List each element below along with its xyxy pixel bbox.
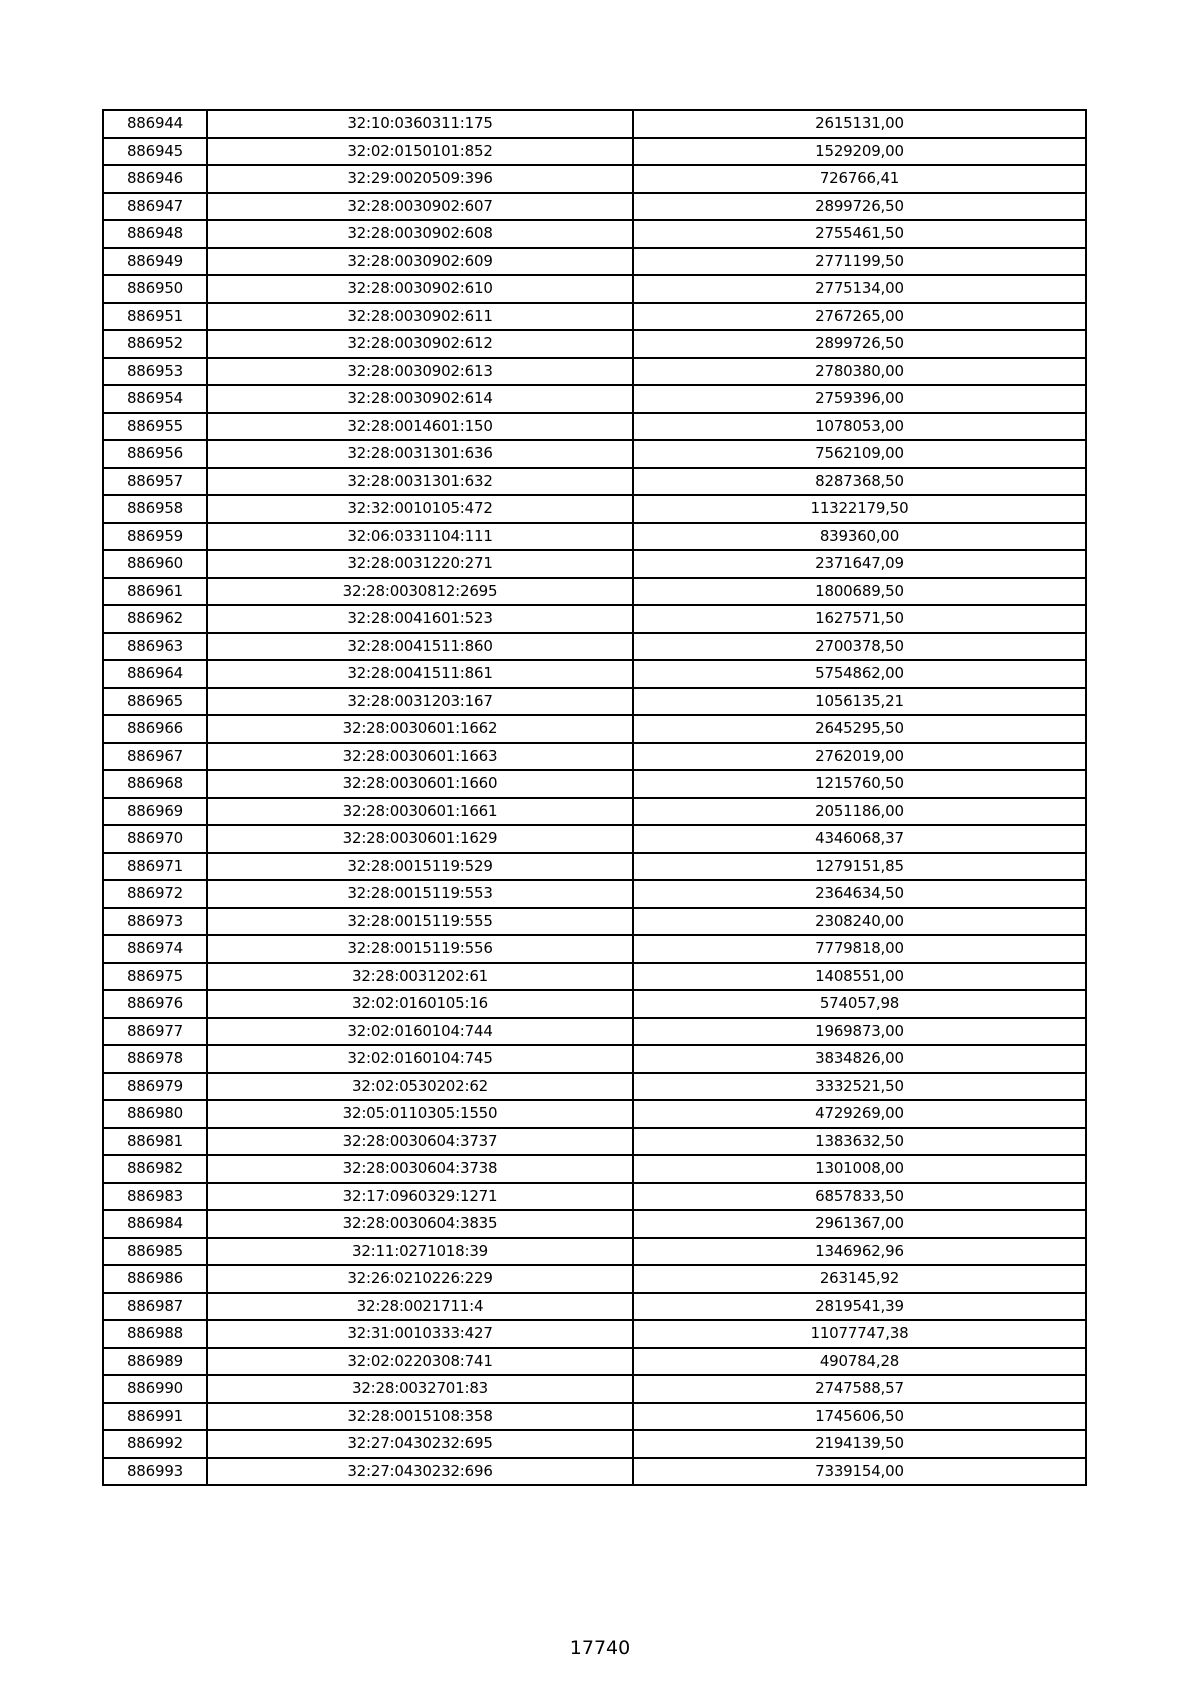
value-cell: 2759396,00 (633, 385, 1086, 413)
table-row (103, 660, 1086, 688)
cadastral-number-cell: 32:28:0030601:1629 (207, 825, 633, 853)
table-row (103, 1128, 1086, 1156)
table-row (103, 880, 1086, 908)
value-cell: 2771199,50 (633, 248, 1086, 276)
row-number-cell: 886961 (103, 578, 207, 606)
row-number-cell: 886983 (103, 1183, 207, 1211)
row-number-cell: 886975 (103, 963, 207, 991)
value-cell: 2780380,00 (633, 358, 1086, 386)
value-cell: 4729269,00 (633, 1100, 1086, 1128)
table-row (103, 715, 1086, 743)
table-row (103, 220, 1086, 248)
cadastral-number-cell: 32:28:0030902:607 (207, 193, 633, 221)
row-number-cell: 886971 (103, 853, 207, 881)
value-cell: 2364634,50 (633, 880, 1086, 908)
cadastral-number-cell: 32:26:0210226:229 (207, 1265, 633, 1293)
row-number-cell: 886966 (103, 715, 207, 743)
table-row (103, 1073, 1086, 1101)
value-cell: 7562109,00 (633, 440, 1086, 468)
value-cell: 7779818,00 (633, 935, 1086, 963)
table-row (103, 303, 1086, 331)
row-number-cell: 886989 (103, 1348, 207, 1376)
cadastral-number-cell: 32:05:0110305:1550 (207, 1100, 633, 1128)
value-cell: 2308240,00 (633, 908, 1086, 936)
row-number-cell: 886946 (103, 165, 207, 193)
table-row (103, 1430, 1086, 1458)
row-number-cell: 886952 (103, 330, 207, 358)
cadastral-number-cell: 32:17:0960329:1271 (207, 1183, 633, 1211)
value-cell: 4346068,37 (633, 825, 1086, 853)
cadastral-number-cell: 32:28:0015119:555 (207, 908, 633, 936)
row-number-cell: 886992 (103, 1430, 207, 1458)
value-cell: 2051186,00 (633, 798, 1086, 826)
table-row (103, 523, 1086, 551)
table-row (103, 578, 1086, 606)
row-number-cell: 886947 (103, 193, 207, 221)
value-cell: 11077747,38 (633, 1320, 1086, 1348)
table-row (103, 550, 1086, 578)
row-number-cell: 886969 (103, 798, 207, 826)
cadastral-number-cell: 32:31:0010333:427 (207, 1320, 633, 1348)
cadastral-number-cell: 32:28:0030902:611 (207, 303, 633, 331)
value-cell: 839360,00 (633, 523, 1086, 551)
value-cell: 1745606,50 (633, 1403, 1086, 1431)
table-row (103, 358, 1086, 386)
value-cell: 11322179,50 (633, 495, 1086, 523)
row-number-cell: 886944 (103, 110, 207, 138)
row-number-cell: 886974 (103, 935, 207, 963)
row-number-cell: 886986 (103, 1265, 207, 1293)
cadastral-number-cell: 32:28:0031203:167 (207, 688, 633, 716)
table-row (103, 1458, 1086, 1486)
table-row (103, 935, 1086, 963)
table-body (103, 110, 1086, 1485)
table-row (103, 413, 1086, 441)
value-cell: 3332521,50 (633, 1073, 1086, 1101)
table-row (103, 633, 1086, 661)
row-number-cell: 886979 (103, 1073, 207, 1101)
cadastral-number-cell: 32:28:0030902:609 (207, 248, 633, 276)
cadastral-number-cell: 32:02:0150101:852 (207, 138, 633, 166)
cadastral-number-cell: 32:28:0030604:3835 (207, 1210, 633, 1238)
cadastral-number-cell: 32:02:0160105:16 (207, 990, 633, 1018)
row-number-cell: 886956 (103, 440, 207, 468)
cadastral-number-cell: 32:28:0015119:556 (207, 935, 633, 963)
table-row (103, 990, 1086, 1018)
row-number-cell: 886948 (103, 220, 207, 248)
value-cell: 2762019,00 (633, 743, 1086, 771)
row-number-cell: 886978 (103, 1045, 207, 1073)
row-number-cell: 886953 (103, 358, 207, 386)
value-cell: 490784,28 (633, 1348, 1086, 1376)
value-cell: 1279151,85 (633, 853, 1086, 881)
row-number-cell: 886988 (103, 1320, 207, 1348)
cadastral-number-cell: 32:11:0271018:39 (207, 1238, 633, 1266)
value-cell: 1969873,00 (633, 1018, 1086, 1046)
table-row (103, 1183, 1086, 1211)
cadastral-number-cell: 32:02:0220308:741 (207, 1348, 633, 1376)
table-row (103, 495, 1086, 523)
row-number-cell: 886950 (103, 275, 207, 303)
table-row (103, 1320, 1086, 1348)
row-number-cell: 886958 (103, 495, 207, 523)
table-row (103, 1155, 1086, 1183)
table-row (103, 605, 1086, 633)
value-cell: 2819541,39 (633, 1293, 1086, 1321)
table-row (103, 1100, 1086, 1128)
value-cell: 1301008,00 (633, 1155, 1086, 1183)
value-cell: 2755461,50 (633, 220, 1086, 248)
cadastral-number-cell: 32:28:0030902:608 (207, 220, 633, 248)
cadastral-number-cell: 32:28:0030601:1660 (207, 770, 633, 798)
row-number-cell: 886980 (103, 1100, 207, 1128)
cadastral-number-cell: 32:28:0030601:1662 (207, 715, 633, 743)
cadastral-number-cell: 32:02:0160104:744 (207, 1018, 633, 1046)
value-cell: 2645295,50 (633, 715, 1086, 743)
cadastral-number-cell: 32:02:0530202:62 (207, 1073, 633, 1101)
cadastral-number-cell: 32:28:0015108:358 (207, 1403, 633, 1431)
cadastral-number-cell: 32:28:0031301:636 (207, 440, 633, 468)
cadastral-number-cell: 32:28:0031220:271 (207, 550, 633, 578)
value-cell: 1383632,50 (633, 1128, 1086, 1156)
row-number-cell: 886977 (103, 1018, 207, 1046)
row-number-cell: 886963 (103, 633, 207, 661)
cadastral-number-cell: 32:28:0015119:553 (207, 880, 633, 908)
value-cell: 2747588,57 (633, 1375, 1086, 1403)
table-row (103, 963, 1086, 991)
table-row (103, 193, 1086, 221)
value-cell: 574057,98 (633, 990, 1086, 1018)
row-number-cell: 886970 (103, 825, 207, 853)
row-number-cell: 886957 (103, 468, 207, 496)
value-cell: 5754862,00 (633, 660, 1086, 688)
row-number-cell: 886991 (103, 1403, 207, 1431)
table-row (103, 138, 1086, 166)
cadastral-number-cell: 32:28:0041601:523 (207, 605, 633, 633)
value-cell: 1408551,00 (633, 963, 1086, 991)
value-cell: 2615131,00 (633, 110, 1086, 138)
value-cell: 263145,92 (633, 1265, 1086, 1293)
row-number-cell: 886949 (103, 248, 207, 276)
table-row (103, 1018, 1086, 1046)
table-row (103, 1348, 1086, 1376)
cadastral-number-cell: 32:28:0041511:861 (207, 660, 633, 688)
cadastral-value-table (102, 109, 1087, 1486)
table-row (103, 908, 1086, 936)
cadastral-number-cell: 32:28:0041511:860 (207, 633, 633, 661)
cadastral-number-cell: 32:02:0160104:745 (207, 1045, 633, 1073)
table-row (103, 330, 1086, 358)
value-cell: 2961367,00 (633, 1210, 1086, 1238)
value-cell: 3834826,00 (633, 1045, 1086, 1073)
row-number-cell: 886959 (103, 523, 207, 551)
row-number-cell: 886955 (103, 413, 207, 441)
value-cell: 1078053,00 (633, 413, 1086, 441)
value-cell: 6857833,50 (633, 1183, 1086, 1211)
table-row (103, 1045, 1086, 1073)
table-row (103, 110, 1086, 138)
value-cell: 1056135,21 (633, 688, 1086, 716)
cadastral-number-cell: 32:28:0030604:3737 (207, 1128, 633, 1156)
cadastral-number-cell: 32:32:0010105:472 (207, 495, 633, 523)
row-number-cell: 886981 (103, 1128, 207, 1156)
cadastral-number-cell: 32:28:0031301:632 (207, 468, 633, 496)
row-number-cell: 886965 (103, 688, 207, 716)
cadastral-number-cell: 32:28:0030902:610 (207, 275, 633, 303)
row-number-cell: 886984 (103, 1210, 207, 1238)
table-row (103, 248, 1086, 276)
cadastral-number-cell: 32:28:0021711:4 (207, 1293, 633, 1321)
table-row (103, 1403, 1086, 1431)
row-number-cell: 886964 (103, 660, 207, 688)
table-row (103, 770, 1086, 798)
cadastral-number-cell: 32:28:0030902:614 (207, 385, 633, 413)
value-cell: 2775134,00 (633, 275, 1086, 303)
table-row (103, 1375, 1086, 1403)
row-number-cell: 886968 (103, 770, 207, 798)
cadastral-number-cell: 32:28:0015119:529 (207, 853, 633, 881)
cadastral-number-cell: 32:28:0030902:612 (207, 330, 633, 358)
table-row (103, 468, 1086, 496)
cadastral-number-cell: 32:28:0030812:2695 (207, 578, 633, 606)
row-number-cell: 886967 (103, 743, 207, 771)
cadastral-number-cell: 32:28:0030601:1663 (207, 743, 633, 771)
cadastral-number-cell: 32:28:0031202:61 (207, 963, 633, 991)
table-row (103, 825, 1086, 853)
table-row (103, 1238, 1086, 1266)
table-row (103, 688, 1086, 716)
value-cell: 2194139,50 (633, 1430, 1086, 1458)
cadastral-number-cell: 32:10:0360311:175 (207, 110, 633, 138)
row-number-cell: 886976 (103, 990, 207, 1018)
value-cell: 1215760,50 (633, 770, 1086, 798)
cadastral-number-cell: 32:28:0032701:83 (207, 1375, 633, 1403)
table-row (103, 1293, 1086, 1321)
value-cell: 2899726,50 (633, 193, 1086, 221)
cadastral-number-cell: 32:29:0020509:396 (207, 165, 633, 193)
cadastral-number-cell: 32:28:0030604:3738 (207, 1155, 633, 1183)
cadastral-number-cell: 32:28:0014601:150 (207, 413, 633, 441)
value-cell: 1346962,96 (633, 1238, 1086, 1266)
value-cell: 2767265,00 (633, 303, 1086, 331)
value-cell: 8287368,50 (633, 468, 1086, 496)
table-row (103, 275, 1086, 303)
page-number: 17740 (569, 1637, 631, 1659)
cadastral-number-cell: 32:27:0430232:695 (207, 1430, 633, 1458)
table-row (103, 798, 1086, 826)
table-row (103, 440, 1086, 468)
table-row (103, 853, 1086, 881)
table-row (103, 1265, 1086, 1293)
cadastral-number-cell: 32:27:0430232:696 (207, 1458, 633, 1486)
table-row (103, 385, 1086, 413)
row-number-cell: 886962 (103, 605, 207, 633)
row-number-cell: 886945 (103, 138, 207, 166)
value-cell: 1627571,50 (633, 605, 1086, 633)
row-number-cell: 886960 (103, 550, 207, 578)
row-number-cell: 886982 (103, 1155, 207, 1183)
row-number-cell: 886990 (103, 1375, 207, 1403)
row-number-cell: 886954 (103, 385, 207, 413)
table-row (103, 165, 1086, 193)
cadastral-number-cell: 32:28:0030601:1661 (207, 798, 633, 826)
table-row (103, 1210, 1086, 1238)
value-cell: 2700378,50 (633, 633, 1086, 661)
cadastral-number-cell: 32:06:0331104:111 (207, 523, 633, 551)
row-number-cell: 886951 (103, 303, 207, 331)
value-cell: 2371647,09 (633, 550, 1086, 578)
value-cell: 2899726,50 (633, 330, 1086, 358)
cadastral-number-cell: 32:28:0030902:613 (207, 358, 633, 386)
row-number-cell: 886987 (103, 1293, 207, 1321)
value-cell: 1800689,50 (633, 578, 1086, 606)
row-number-cell: 886993 (103, 1458, 207, 1486)
table-row (103, 743, 1086, 771)
row-number-cell: 886985 (103, 1238, 207, 1266)
value-cell: 726766,41 (633, 165, 1086, 193)
row-number-cell: 886973 (103, 908, 207, 936)
row-number-cell: 886972 (103, 880, 207, 908)
value-cell: 7339154,00 (633, 1458, 1086, 1486)
value-cell: 1529209,00 (633, 138, 1086, 166)
